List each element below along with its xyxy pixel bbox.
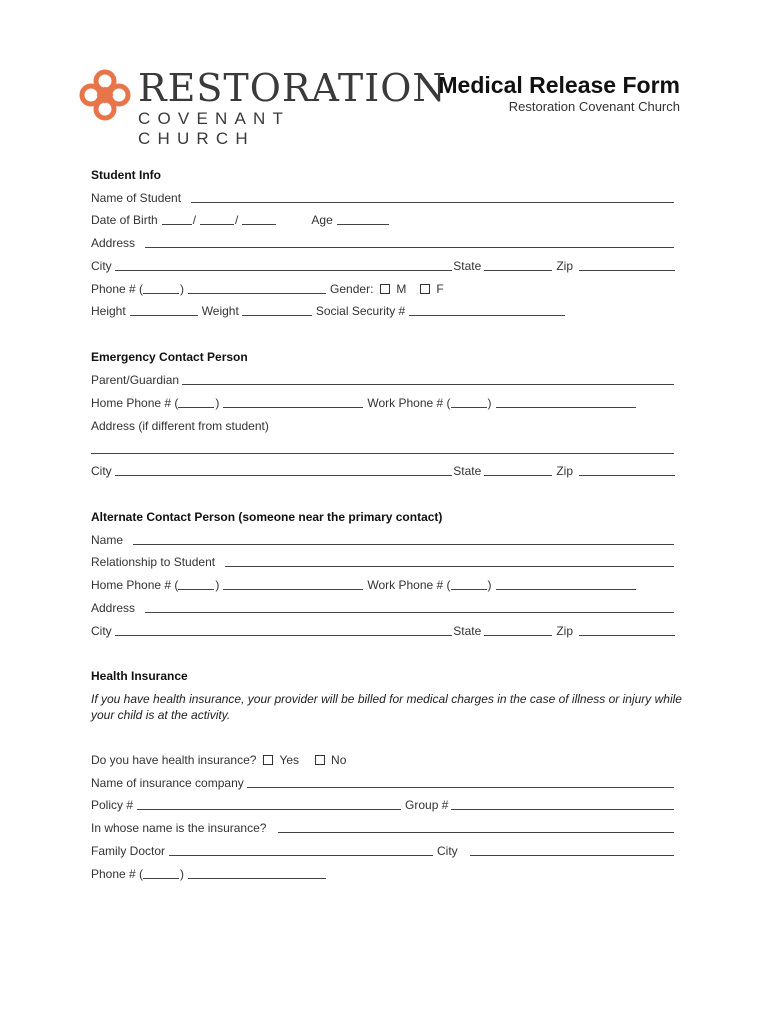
insurance-company-row [91, 774, 675, 790]
emergency-city-row [91, 462, 675, 478]
dob-slash-2: / [235, 213, 239, 227]
label-work-phone: Work Phone # ( [367, 396, 451, 410]
close-paren: ) [487, 396, 492, 410]
label-work-phone: Work Phone # ( [367, 578, 451, 592]
insurance-note: If you have health insurance, your provider will be billed for medical charges in the case of illness or injury while your child is at the activity. [91, 692, 682, 722]
height-field[interactable] [130, 315, 198, 316]
logo-tagline: COVENANT CHURCH [138, 109, 290, 148]
label-name: Name [91, 533, 124, 547]
group-field[interactable] [451, 809, 674, 810]
label-insurance-company: Name of insurance company [91, 776, 244, 790]
label-parent-guardian: Parent/Guardian [91, 373, 180, 387]
label-age: Age [311, 213, 333, 227]
close-paren: ) [215, 578, 220, 592]
label-insurance-question: Do you have health insurance? [91, 753, 257, 767]
label-zip: Zip [556, 259, 573, 273]
policy-group-row [91, 796, 675, 812]
insurance-yes-checkbox[interactable] [263, 755, 273, 765]
section-heading-insurance: Health Insurance [91, 669, 188, 683]
close-paren: ) [180, 867, 185, 881]
insurance-company-field[interactable] [247, 787, 674, 788]
weight-field[interactable] [242, 315, 312, 316]
emergency-work-phone-field[interactable] [496, 407, 636, 408]
page-title: Medical Release Form [438, 72, 680, 98]
guardian-field[interactable] [182, 384, 674, 385]
label-no: No [331, 753, 347, 767]
alternate-home-area-field[interactable] [178, 589, 214, 590]
label-zip: Zip [556, 464, 573, 478]
emergency-home-phone-field[interactable] [223, 407, 363, 408]
logo-wordmark: RESTORATION [138, 66, 447, 110]
phone-close-paren: ) [180, 282, 185, 296]
emergency-phones-row [91, 394, 675, 410]
label-zip: Zip [556, 624, 573, 638]
student-state-field[interactable] [484, 270, 552, 271]
alternate-city-row [91, 622, 675, 638]
section-heading-alternate: Alternate Contact Person (someone near the primary contact) [91, 510, 443, 524]
alternate-address-field[interactable] [145, 612, 674, 613]
emergency-work-area-field[interactable] [451, 407, 487, 408]
alternate-work-area-field[interactable] [451, 589, 487, 590]
student-name-row [91, 189, 675, 205]
family-doctor-field[interactable] [169, 855, 433, 856]
label-address: Address [91, 601, 136, 615]
insured-name-row [91, 819, 675, 835]
close-paren: ) [487, 578, 492, 592]
gender-female-checkbox[interactable] [420, 284, 430, 294]
alternate-work-phone-field[interactable] [496, 589, 636, 590]
emergency-state-field[interactable] [484, 475, 552, 476]
quatrefoil-logo-icon [78, 68, 132, 122]
student-name-field[interactable] [191, 202, 674, 203]
close-paren: ) [215, 396, 220, 410]
label-yes: Yes [279, 753, 300, 767]
dob-month-field[interactable] [162, 224, 192, 225]
doctor-phone-area-field[interactable] [143, 878, 179, 879]
policy-field[interactable] [137, 809, 401, 810]
dob-day-field[interactable] [200, 224, 234, 225]
alternate-state-field[interactable] [484, 635, 552, 636]
dob-row [91, 211, 675, 227]
label-city: City [91, 624, 112, 638]
label-group: Group # [405, 798, 449, 812]
label-female: F [436, 282, 444, 296]
label-whose-name: In whose name is the insurance? [91, 821, 267, 835]
label-policy: Policy # [91, 798, 134, 812]
doctor-phone-field[interactable] [188, 878, 326, 879]
gender-male-checkbox[interactable] [380, 284, 390, 294]
alternate-zip-field[interactable] [579, 635, 675, 636]
dob-slash-1: / [192, 213, 197, 227]
label-family-doctor: Family Doctor [91, 844, 166, 858]
label-height: Height [91, 304, 126, 318]
label-home-phone: Home Phone # ( [91, 396, 179, 410]
church-logo [78, 66, 447, 148]
student-address-field[interactable] [145, 247, 674, 248]
insured-name-field[interactable] [278, 832, 674, 833]
label-address: Address [91, 236, 136, 250]
guardian-row [91, 371, 675, 387]
dob-year-field[interactable] [242, 224, 276, 225]
relationship-field[interactable] [225, 566, 674, 567]
label-doctor-phone: Phone # ( [91, 867, 144, 881]
student-phone-area-field[interactable] [143, 293, 179, 294]
label-gender: Gender: [330, 282, 374, 296]
label-state: State [453, 259, 482, 273]
alternate-address-row [91, 599, 675, 615]
emergency-home-area-field[interactable] [178, 407, 214, 408]
student-phone-field[interactable] [188, 293, 326, 294]
label-state: State [453, 624, 482, 638]
alternate-city-field[interactable] [115, 635, 453, 636]
label-address-different: Address (if different from student) [91, 419, 269, 433]
doctor-city-field[interactable] [470, 855, 674, 856]
label-phone: Phone # ( [91, 282, 144, 296]
label-student-name: Name of Student [91, 191, 182, 205]
label-ssn: Social Security # [315, 304, 406, 318]
emergency-address-row [91, 440, 675, 456]
section-heading-student: Student Info [91, 168, 161, 182]
insurance-question-row [91, 751, 675, 767]
student-zip-field[interactable] [579, 270, 675, 271]
insurance-no-checkbox[interactable] [315, 755, 325, 765]
label-relationship: Relationship to Student [91, 555, 216, 569]
label-dob: Date of Birth [91, 213, 158, 227]
doctor-phone-row [91, 865, 675, 881]
student-city-field[interactable] [115, 270, 453, 271]
section-heading-emergency: Emergency Contact Person [91, 350, 248, 364]
label-doctor-city: City [437, 844, 458, 858]
student-city-row [91, 257, 675, 273]
alternate-phones-row [91, 576, 675, 592]
student-phone-row [91, 280, 675, 296]
alternate-name-field[interactable] [133, 544, 674, 545]
student-measurements-row [91, 302, 675, 318]
emergency-city-field[interactable] [115, 475, 453, 476]
student-address-row [91, 234, 675, 250]
label-weight: Weight [201, 304, 239, 318]
alternate-name-row [91, 531, 675, 547]
emergency-address-field[interactable] [91, 453, 674, 454]
doctor-row [91, 842, 675, 858]
label-city: City [91, 259, 112, 273]
page-subtitle: Restoration Covenant Church [508, 99, 680, 114]
relationship-row [91, 553, 675, 569]
label-city: City [91, 464, 112, 478]
emergency-zip-field[interactable] [579, 475, 675, 476]
label-male: M [396, 282, 407, 296]
label-state: State [453, 464, 482, 478]
label-home-phone: Home Phone # ( [91, 578, 179, 592]
age-field[interactable] [337, 224, 389, 225]
alternate-home-phone-field[interactable] [223, 589, 363, 590]
ssn-field[interactable] [409, 315, 565, 316]
emergency-address-label-row [91, 417, 675, 433]
